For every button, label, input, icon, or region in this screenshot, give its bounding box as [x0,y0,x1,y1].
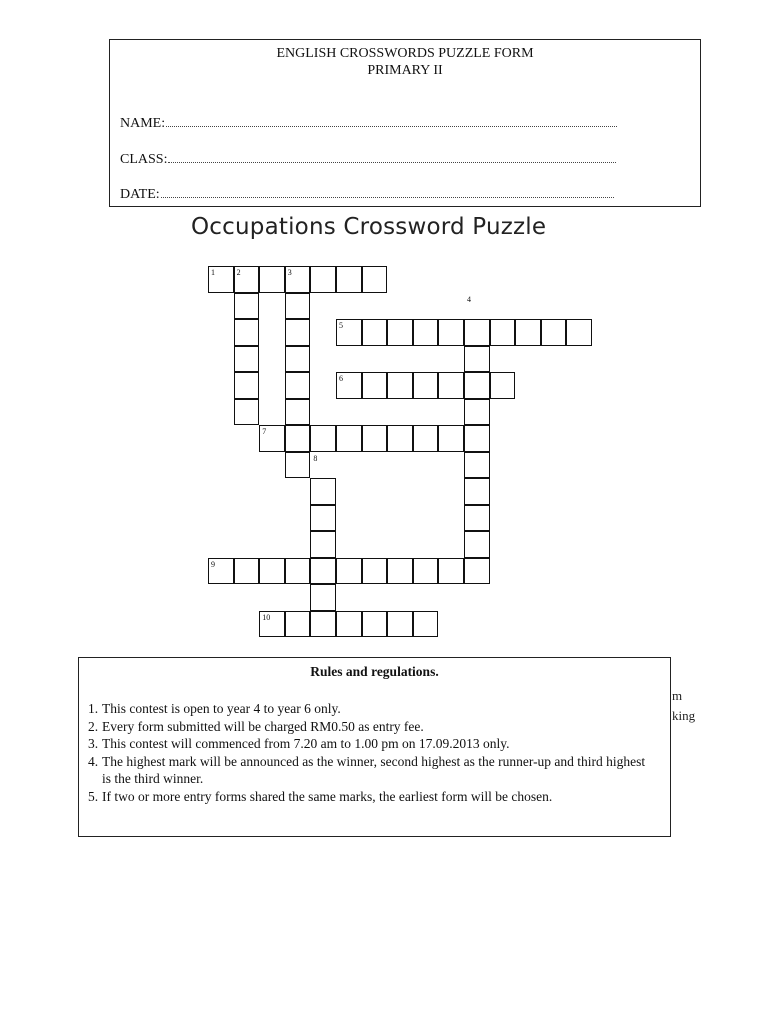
crossword-cell[interactable] [362,319,388,346]
crossword-cell[interactable] [413,425,439,452]
crossword-cell[interactable] [336,611,362,638]
clue-number: 2 [236,268,241,277]
overflow-text-1: m [672,688,683,703]
crossword-cell[interactable] [438,319,464,346]
crossword-cell[interactable] [310,478,336,505]
crossword-cell[interactable] [387,425,413,452]
crossword-cell[interactable] [234,293,260,320]
crossword-cell[interactable] [285,558,311,585]
clue-number: 1 [211,268,215,277]
crossword-cell[interactable] [285,399,311,426]
clue-number: 8 [313,453,318,463]
name-label: NAME: [120,116,166,131]
crossword-cell[interactable] [464,452,490,479]
crossword-cell[interactable] [464,399,490,426]
crossword-cell[interactable] [362,611,388,638]
crossword-cell[interactable] [413,319,439,346]
crossword-cell[interactable] [336,558,362,585]
clue-number: 4 [467,294,471,304]
crossword-cell[interactable] [362,372,388,399]
crossword-cell[interactable] [464,505,490,532]
clue-number: 9 [211,559,215,569]
rules-title: Rules and regulations. [310,664,439,679]
crossword-cell[interactable] [285,425,311,452]
rule-item: 1. This contest is open to year 4 to year 6 only. [88,701,341,716]
crossword-cell[interactable] [285,611,311,638]
crossword-cell[interactable] [438,372,464,399]
crossword-cell[interactable] [566,319,592,346]
crossword-cell[interactable] [464,319,490,346]
rules-box [78,657,671,837]
crossword-cell[interactable] [387,558,413,585]
crossword-cell[interactable] [310,425,336,452]
rule-item: 3. This contest will commenced from 7.20 am to 1.00 pm on 17.09.2013 only. [88,736,510,751]
crossword-cell[interactable] [234,346,260,373]
crossword-cell[interactable] [438,425,464,452]
crossword-cell[interactable] [310,531,336,558]
date-label: DATE: [120,187,160,202]
crossword-cell[interactable] [438,558,464,585]
crossword-cell[interactable] [285,346,311,373]
crossword-cell[interactable] [310,584,336,611]
crossword-cell[interactable] [541,319,567,346]
crossword-cell[interactable] [259,266,285,293]
crossword-cell[interactable] [362,266,388,293]
form-title-line1: ENGLISH CROSSWORDS PUZZLE FORM [276,46,534,61]
crossword-cell[interactable] [285,452,311,479]
crossword-cell[interactable] [310,558,336,585]
crossword-cell[interactable] [362,425,388,452]
crossword-cell[interactable] [310,611,336,638]
clue-number: 7 [262,427,267,436]
clue-number: 3 [287,268,292,277]
clue-number: 10 [262,612,271,622]
crossword-cell[interactable] [464,425,490,452]
rules-list [88,700,648,805]
crossword-cell[interactable] [490,319,516,346]
crossword-cell[interactable] [387,611,413,638]
crossword-cell[interactable] [310,266,336,293]
crossword-cell[interactable] [464,372,490,399]
crossword-cell[interactable] [234,319,260,346]
crossword-cell[interactable] [285,319,311,346]
puzzle-title: Occupations Crossword Puzzle [191,214,547,240]
clue-number: 5 [339,321,343,330]
crossword-cell[interactable] [285,372,311,399]
crossword-cell[interactable] [310,505,336,532]
crossword-cell[interactable] [413,611,439,638]
rule-item: 4. The highest mark will be announced as the winner, second highest as the runner-up and third highest is the third winner. [88,753,646,786]
crossword-cell[interactable] [464,531,490,558]
crossword-cell[interactable] [490,372,516,399]
crossword-cell[interactable] [234,372,260,399]
crossword-cell[interactable] [464,478,490,505]
crossword-cell[interactable] [387,372,413,399]
rule-item: 5. If two or more entry forms shared the same marks, the earliest form will be chosen. [88,788,553,804]
crossword-cell[interactable] [464,346,490,373]
crossword-cell[interactable] [413,558,439,585]
crossword-cell[interactable] [336,266,362,293]
clue-number: 6 [339,374,343,383]
crossword-cell[interactable] [285,293,311,320]
rule-item: 2. Every form submitted will be charged RM0.50 as entry fee. [88,718,424,734]
form-title-line2: PRIMARY II [367,63,443,78]
crossword-cell[interactable] [387,319,413,346]
overflow-text-2: king [672,708,696,723]
crossword-cell[interactable] [259,558,285,585]
crossword-cell[interactable] [336,425,362,452]
crossword-cell[interactable] [362,558,388,585]
crossword-cell[interactable] [515,319,541,346]
crossword-cell[interactable] [234,399,260,426]
crossword-cell[interactable] [413,372,439,399]
crossword-cell[interactable] [234,558,260,585]
crossword-cell[interactable] [464,558,490,585]
class-label: CLASS: [120,152,168,167]
